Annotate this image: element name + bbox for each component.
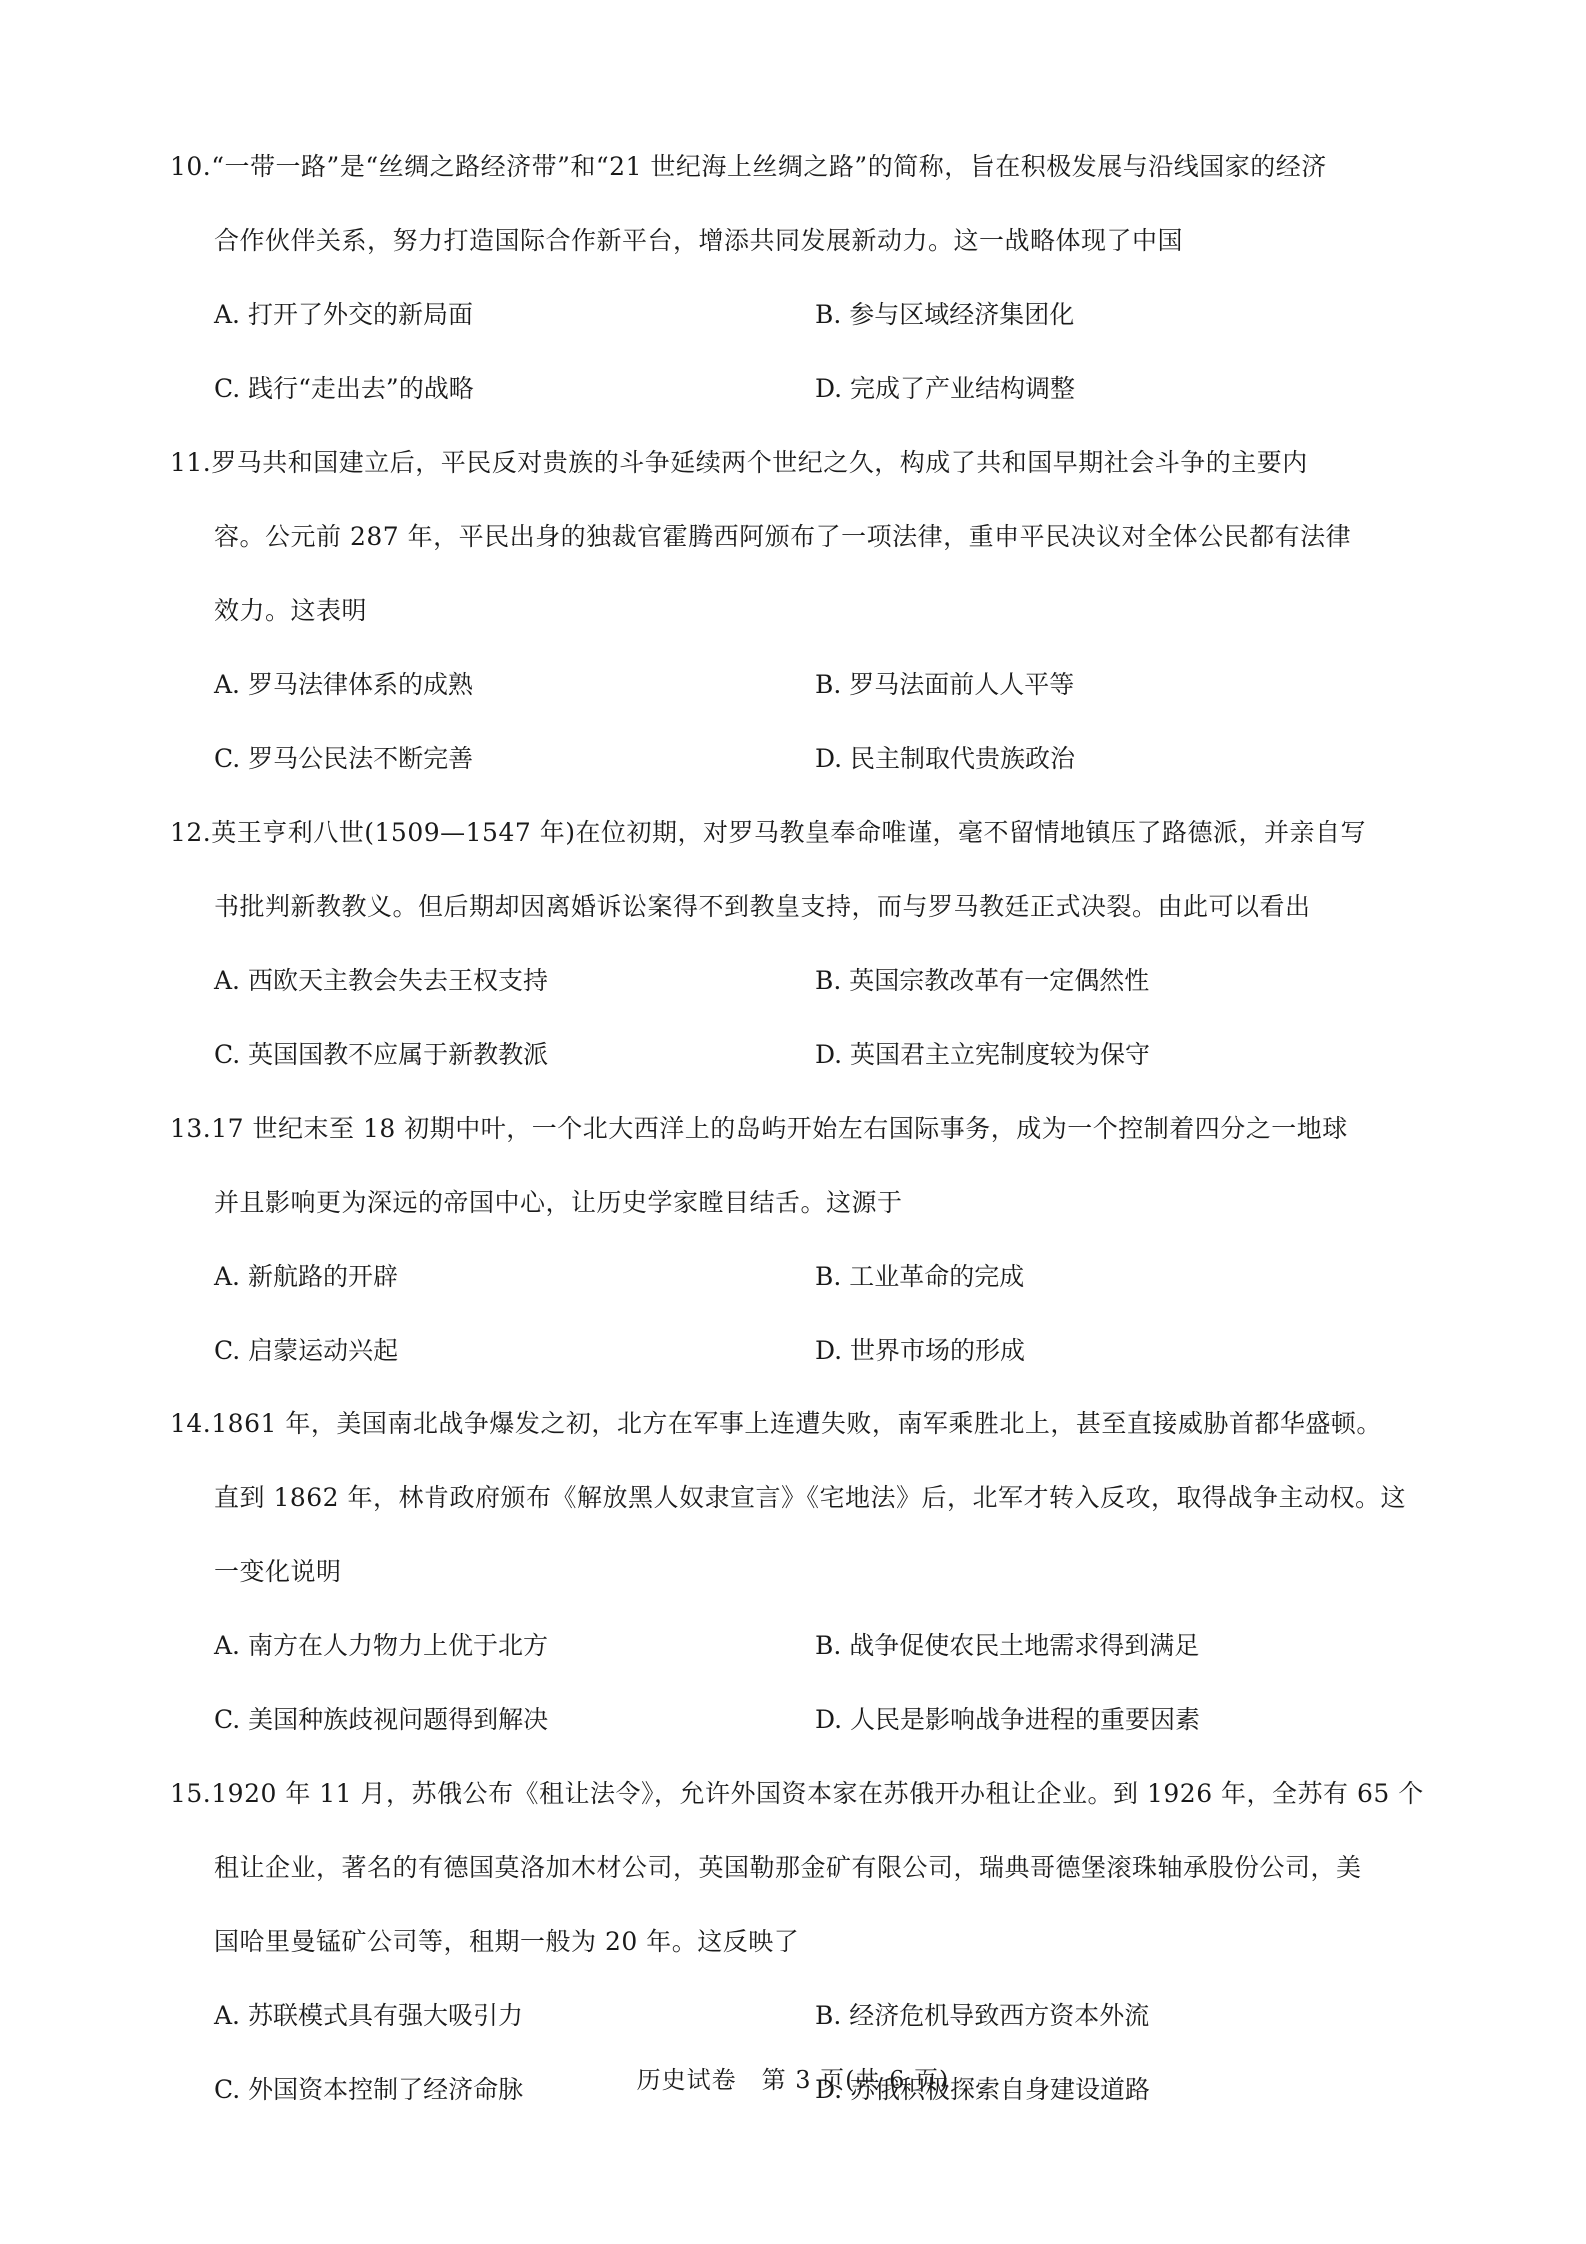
question-15-line-2: 租让企业，著名的有德国莫洛加木材公司，英国勒那金矿有限公司，瑞典哥德堡滚珠轴承股份公司，美 — [214, 1853, 1362, 1882]
question-12-line-1: 12.英王亨利八世(1509—1547 年)在位初期，对罗马教皇奉命唯谨，毫不留情地镇压了路德派，并亲自写 — [170, 818, 1366, 847]
question-15-option-d[interactable]: D. 苏俄积极探索自身建设道路 — [815, 2075, 1151, 2104]
question-12-option-c[interactable]: C. 英国国教不应属于新教教派 — [214, 1040, 549, 1069]
question-14-option-c[interactable]: C. 美国种族歧视问题得到解决 — [214, 1705, 549, 1734]
question-12-options-row-1 — [170, 944, 1430, 1018]
question-12-option-d[interactable]: D. 英国君主立宪制度较为保守 — [815, 1040, 1151, 1069]
question-14-option-b[interactable]: B. 战争促使农民土地需求得到满足 — [815, 1631, 1200, 1660]
question-14-option-d[interactable]: D. 人民是影响战争进程的重要因素 — [815, 1705, 1201, 1734]
question-14-options-row-1 — [170, 1609, 1430, 1683]
question-15-option-c[interactable]: C. 外国资本控制了经济命脉 — [214, 2075, 524, 2104]
question-10 — [170, 130, 1430, 426]
question-10-option-a[interactable]: A. 打开了外交的新局面 — [214, 300, 473, 329]
question-14-options-row-2 — [170, 1683, 1430, 1757]
question-11-options-row-2 — [170, 722, 1430, 796]
question-13-option-c[interactable]: C. 启蒙运动兴起 — [214, 1336, 399, 1365]
question-10-option-b[interactable]: B. 参与区域经济集团化 — [815, 300, 1075, 329]
question-14-line-2: 直到 1862 年，林肯政府颁布《解放黑人奴隶宣言》《宅地法》后，北军才转入反攻，取得战争主动权。这 — [214, 1483, 1407, 1512]
question-11-line-2: 容。公元前 287 年，平民出身的独裁官霍腾西阿颁布了一项法律，重申平民决议对全体公民都有法律 — [214, 522, 1352, 551]
question-11 — [170, 426, 1430, 796]
question-11-option-a[interactable]: A. 罗马法律体系的成熟 — [214, 670, 473, 699]
question-15-line-1: 15.1920 年 11 月，苏俄公布《租让法令》，允许外国资本家在苏俄开办租让企业。到 1926 年，全苏有 65 个 — [170, 1779, 1424, 1808]
question-15-line-3: 国哈里曼锰矿公司等，租期一般为 20 年。这反映了 — [214, 1927, 800, 1956]
question-10-line-1: 10.“一带一路”是“丝绸之路经济带”和“21 世纪海上丝绸之路”的简称，旨在积极发展与沿线国家的经济 — [170, 152, 1327, 181]
question-13-line-2: 并且影响更为深远的帝国中心，让历史学家瞠目结舌。这源于 — [214, 1188, 903, 1217]
question-11-option-c[interactable]: C. 罗马公民法不断完善 — [214, 744, 474, 773]
question-12-line-2: 书批判新教教义。但后期却因离婚诉讼案得不到教皇支持，而与罗马教廷正式决裂。由此可以看出 — [214, 892, 1311, 921]
question-13 — [170, 1092, 1430, 1388]
question-14-option-a[interactable]: A. 南方在人力物力上优于北方 — [214, 1631, 548, 1660]
question-15-option-b[interactable]: B. 经济危机导致西方资本外流 — [815, 2001, 1150, 2030]
question-14 — [170, 1387, 1430, 1757]
question-12 — [170, 796, 1430, 1092]
question-10-option-c[interactable]: C. 践行“走出去”的战略 — [214, 374, 474, 403]
question-12-option-b[interactable]: B. 英国宗教改革有一定偶然性 — [815, 966, 1150, 995]
question-15-option-a[interactable]: A. 苏联模式具有强大吸引力 — [214, 2001, 523, 2030]
question-14-line-3: 一变化说明 — [214, 1557, 342, 1586]
question-13-options-row-1 — [170, 1240, 1430, 1314]
page-footer: 历史试卷 第 3 页(共 6 页) — [636, 2066, 950, 2094]
question-13-option-b[interactable]: B. 工业革命的完成 — [815, 1262, 1025, 1291]
question-10-line-2: 合作伙伴关系，努力打造国际合作新平台，增添共同发展新动力。这一战略体现了中国 — [214, 226, 1184, 255]
question-10-option-d[interactable]: D. 完成了产业结构调整 — [815, 374, 1076, 403]
question-11-line-1: 11.罗马共和国建立后，平民反对贵族的斗争延续两个世纪之久，构成了共和国早期社会斗争的主要内 — [170, 448, 1308, 477]
question-13-option-d[interactable]: D. 世界市场的形成 — [815, 1336, 1026, 1365]
question-15-options-row-1 — [170, 1979, 1430, 2053]
question-11-options-row-1 — [170, 648, 1430, 722]
question-11-line-3: 效力。这表明 — [214, 596, 368, 625]
question-13-option-a[interactable]: A. 新航路的开辟 — [214, 1262, 398, 1291]
question-11-option-d[interactable]: D. 民主制取代贵族政治 — [815, 744, 1076, 773]
question-10-options-row-2 — [170, 352, 1430, 426]
question-13-options-row-2 — [170, 1314, 1430, 1388]
question-10-options-row-1 — [170, 278, 1430, 352]
question-12-option-a[interactable]: A. 西欧天主教会失去王权支持 — [214, 966, 548, 995]
question-14-line-1: 14.1861 年，美国南北战争爆发之初，北方在军事上连遭失败，南军乘胜北上，甚至直接威胁首都华盛顿。 — [170, 1409, 1382, 1438]
question-12-options-row-2 — [170, 1018, 1430, 1092]
question-11-option-b[interactable]: B. 罗马法面前人人平等 — [815, 670, 1075, 699]
question-13-line-1: 13.17 世纪末至 18 初期中叶，一个北大西洋上的岛屿开始左右国际事务，成为一个控制着四分之一地球 — [170, 1114, 1348, 1143]
